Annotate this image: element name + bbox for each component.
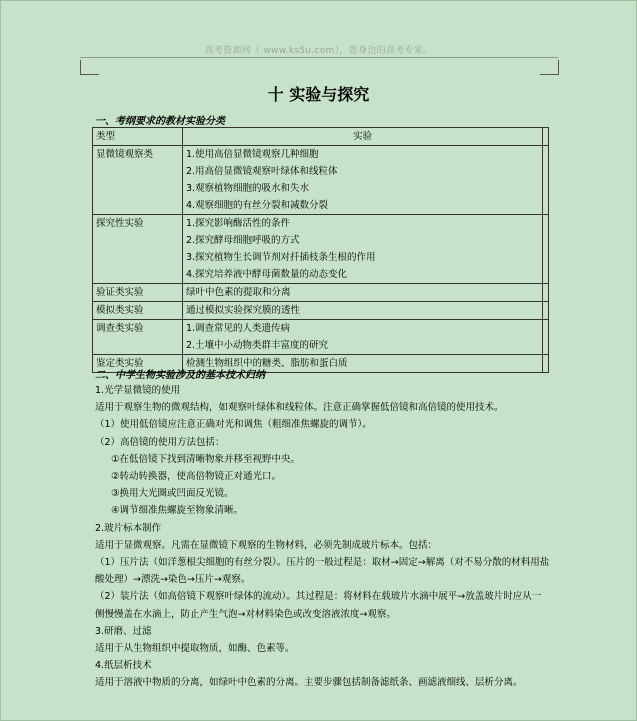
table-cell-experiments: [182, 302, 542, 320]
table-row: [93, 215, 549, 284]
table-cell-experiments: [182, 320, 542, 355]
subheading: 1.光学显微镜的使用: [95, 385, 181, 396]
table-cell-experiments: [182, 215, 542, 284]
experiment-item: 1.使用高倍显微镜观察几种细胞: [185, 149, 319, 160]
table-header-experiment: 实验: [182, 128, 542, 146]
subheading: 2.玻片标本制作: [95, 522, 162, 534]
table-header-type: 类型: [93, 128, 183, 146]
paragraph: 适用于显微观察。凡需在显微镜下观察的生物材料，必须先制成玻片标本。包括：: [95, 539, 438, 551]
crop-mark-top-left: [80, 60, 99, 75]
body-text: [95, 382, 550, 692]
experiment-item: 通过模拟实验探究膜的透性: [185, 305, 300, 316]
experiment-item: 1.调查常见的人类遗传病: [185, 323, 291, 334]
experiment-item: 2.土壤中小动物类群丰富度的研究: [185, 340, 329, 351]
section-heading-2: 二、中学生物实验涉及的基本技术归纳: [95, 370, 265, 381]
table-cell-type: 鉴定类实验: [93, 355, 183, 373]
table-cell-experiments: [182, 146, 542, 215]
paragraph: 适用于观察生物的微观结构，如观察叶绿体和线粒体。注意正确掌握低倍镜和高倍镜的使用技术。: [95, 402, 504, 414]
section-heading-1: 一、考纲要求的教材实验分类: [95, 116, 225, 127]
paragraph: （2）装片法（如高倍镜下观察叶绿体的流动）。其过程是：将材料在载玻片水滴中展平→放盖玻片时应从一侧慢慢盖在水滴上，防止产生气泡→对材料染色或改变溶液浓度→观察。: [95, 591, 542, 620]
experiment-item: 2.探究酵母细胞呼吸的方式: [185, 235, 300, 246]
paragraph: （1）使用低倍镜应注意正确对光和调焦（粗细准焦螺旋的调节）。: [95, 419, 372, 431]
table-cell-type: 显微镜观察类: [93, 146, 183, 215]
table-row: [93, 320, 549, 355]
paragraph: （1）压片法（如洋葱根尖细胞的有丝分裂）。压片的一般过程是：取材→固定→解离（对不易分散的材料用盐酸处理）→漂洗→染色→压片→观察。: [95, 557, 550, 586]
step-item: ①在低倍镜下找到清晰物象并移至视野中央。: [111, 453, 301, 465]
table-cell-type: 探究性实验: [93, 215, 183, 284]
subheading: 3.研磨、过滤: [95, 625, 152, 637]
crop-mark-top-right: [540, 60, 559, 75]
experiment-item: 4.探究培养液中酵母菌数量的动态变化: [185, 269, 348, 280]
table-cell-experiments: [182, 284, 542, 302]
paragraph: （2）高倍镜的使用方法包括：: [95, 436, 225, 448]
step-item: ②转动转换器，使高倍物镜正对通光口。: [111, 471, 282, 483]
paragraph: 适用于溶液中物质的分离，如绿叶中色素的分离。主要步骤包括制备滤纸条、画滤液细线、层析分离。: [95, 677, 523, 689]
experiment-item: 1.探究影响酶活性的条件: [185, 218, 291, 229]
table-row: [93, 302, 549, 320]
subheading: 4.纸层析技术: [95, 660, 152, 672]
table-row: [93, 284, 549, 302]
experiment-item: 3.观察植物细胞的吸水和失水: [185, 183, 310, 194]
experiment-table: [92, 127, 549, 373]
header-rule: [80, 57, 558, 58]
page-header: 高考资源网（ www.ks5u.com），您身边的高考专家。: [204, 46, 433, 56]
experiment-item: 2.用高倍显微镜观察叶绿体和线粒体: [185, 166, 338, 177]
step-item: ③换用大光圈或凹面反光镜。: [111, 488, 234, 500]
document-title: 十 实验与探究: [267, 85, 370, 104]
step-item: ④调节细准焦螺旋至物象清晰。: [111, 505, 244, 517]
experiment-item: 检测生物组织中的糖类、脂肪和蛋白质: [185, 358, 348, 369]
table-cell-type: 模拟类实验: [93, 302, 183, 320]
table-row: [93, 146, 549, 215]
table-header-row: [93, 128, 549, 146]
experiment-item: 3.探究植物生长调节剂对扦插枝条生根的作用: [185, 252, 376, 263]
table-cell-type: 验证类实验: [93, 284, 183, 302]
paragraph: 适用于从生物组织中提取物质，如酶、色素等。: [95, 643, 295, 655]
experiment-item: 绿叶中色素的提取和分离: [185, 287, 291, 298]
experiment-item: 4.观察细胞的有丝分裂和减数分裂: [185, 200, 329, 211]
table-cell-type: 调查类实验: [93, 320, 183, 355]
